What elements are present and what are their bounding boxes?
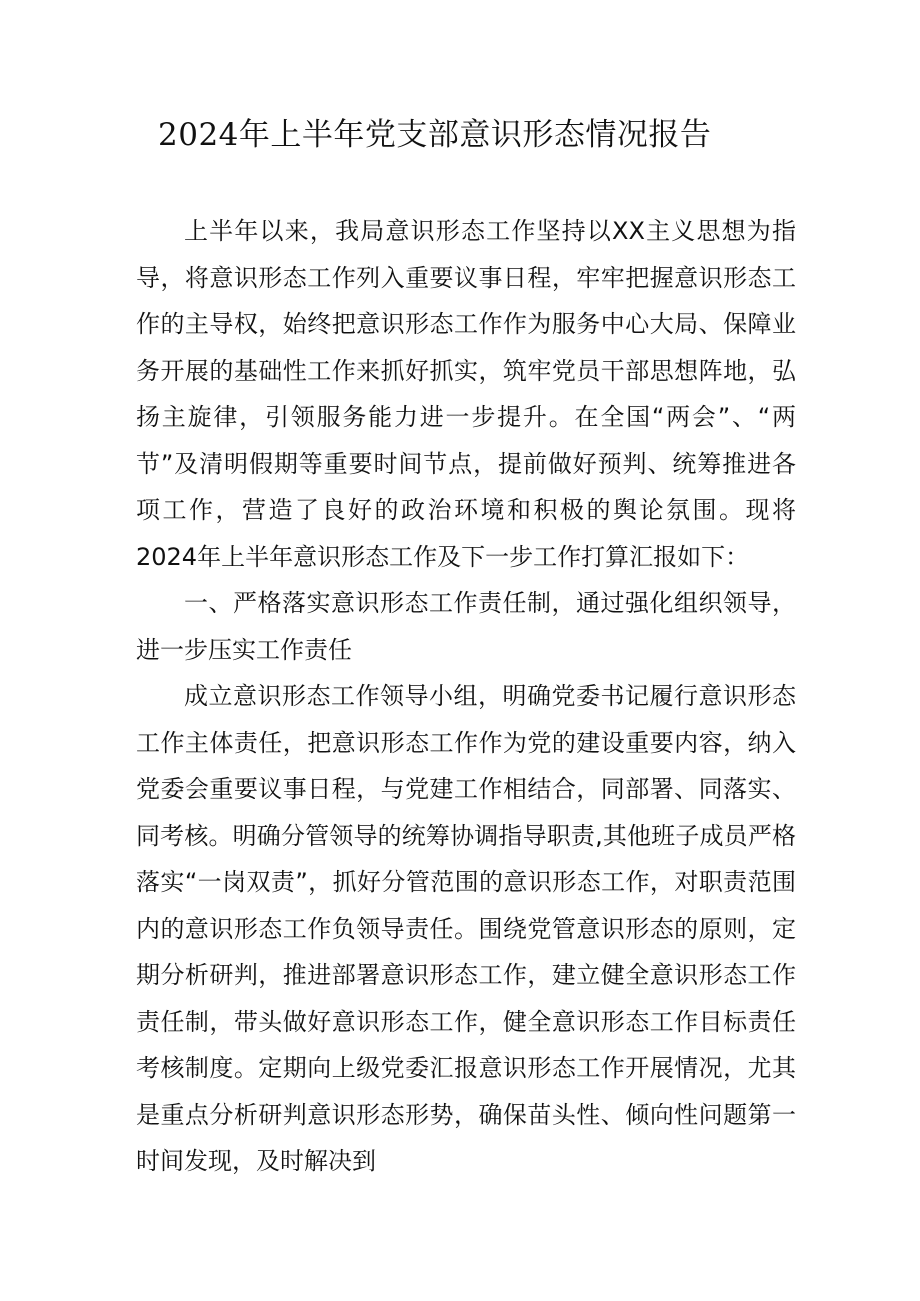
paragraph-section-1: 成立意识形态工作领导小组，明确党委书记履行意识形态工作主体责任，把意识形态工作作为党的建设重要内容，纳入党委会重要议事日程，与党建工作相结合，同部署、同落实、同考核。明确分管领导的统筹协调指导职责,其他班子成员严格落实“一岗双责”，抓好分管范围的意识形态工作，对职责范围内的意识形态工作负领导责任。围绕党管意识形态的原则，定期分析研判，推进部署意识形态工作，建立健全意识形态工作责任制，带头做好意识形态工作，健全意识形态工作目标责任考核制度。定期向上级党委汇报意识形态工作开展情况，尤其是重点分析研判意识形态形势，确保苗头性、倾向性问题第一时间发现，及时解决到 [136, 682, 796, 1175]
document-body [136, 208, 796, 1185]
paragraph-intro: 上半年以来，我局意识形态工作坚持以XX主义思想为指导，将意识形态工作列入重要议事日程，牢牢把握意识形态工作的主导权，始终把意识形态工作作为服务中心大局、保障业务开展的基础性工作来抓好抓实，筑牢党员干部思想阵地，弘扬主旋律，引领服务能力进一步提升。在全国“两会”、“两节”及清明假期等重要时间节点，提前做好预判、统筹推进各项工作，营造了良好的政治环境和积极的舆论氛围。现将2024年上半年意识形态工作及下一步工作打算汇报如下： [136, 217, 796, 571]
document-title: 2024年上半年党支部意识形态情况报告 [158, 117, 712, 153]
section-heading-1: 一、严格落实意识形态工作责任制，通过强化组织领导，进一步压实工作责任 [136, 589, 796, 664]
